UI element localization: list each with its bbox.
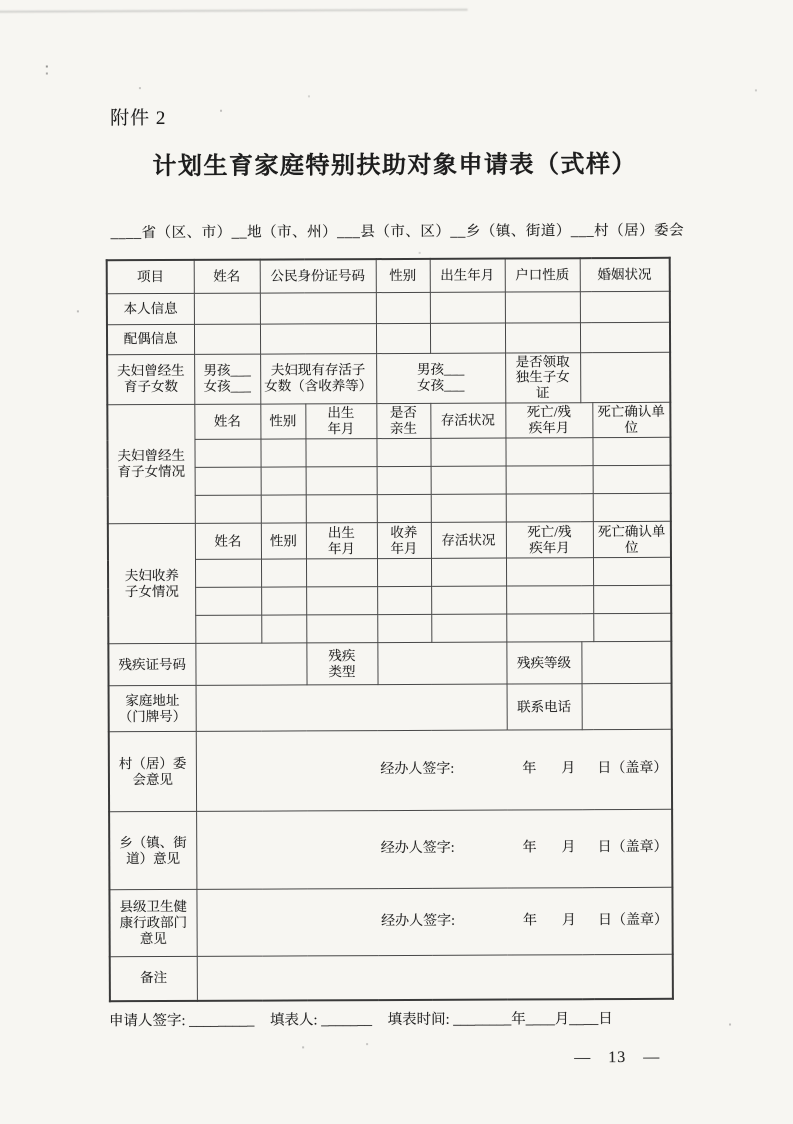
empty-cell bbox=[195, 559, 261, 587]
children-count-row bbox=[107, 352, 670, 405]
empty-cell bbox=[506, 466, 593, 494]
col-header-birth-date: 出生年月 bbox=[430, 259, 505, 292]
empty-cell bbox=[195, 587, 261, 615]
sub-col-name: 姓名 bbox=[194, 404, 260, 439]
village-committee-opinion-row bbox=[109, 729, 672, 811]
attachment-label: 附件 2 bbox=[110, 108, 167, 130]
sign-year: 年 bbox=[522, 913, 537, 929]
sub-col-birth-date: 出生 年月 bbox=[305, 404, 376, 439]
empty-cell bbox=[261, 615, 306, 643]
col-header-gender: 性别 bbox=[376, 259, 430, 292]
col-header-name: 姓名 bbox=[194, 260, 260, 293]
empty-cell bbox=[306, 495, 377, 523]
empty-cell bbox=[580, 322, 670, 352]
self-info-row bbox=[107, 291, 670, 324]
table-header-row bbox=[107, 258, 670, 293]
sub-col-death-disability-date: 死亡/残 疾年月 bbox=[505, 403, 592, 438]
empty-cell bbox=[580, 352, 670, 403]
row-label-remarks: 备注 bbox=[110, 956, 197, 1000]
ever-born-boys-girls: 男孩___ 女孩___ bbox=[194, 354, 260, 405]
empty-cell bbox=[592, 437, 670, 465]
sign-year: 年 bbox=[522, 761, 537, 777]
sign-day: 日（盖章） bbox=[597, 912, 668, 928]
sign-day: 日（盖章） bbox=[597, 761, 668, 777]
row-label-self-info: 本人信息 bbox=[107, 293, 194, 324]
sub-col-survival-status: 存活状况 bbox=[430, 403, 505, 438]
empty-cell bbox=[506, 494, 593, 522]
row-label-children-count: 夫妇曾经生 育子女数 bbox=[107, 354, 194, 405]
sub-col-biological: 是否 亲生 bbox=[376, 404, 430, 439]
empty-cell bbox=[593, 613, 671, 641]
sign-label: 经办人签字: bbox=[380, 841, 455, 857]
empty-cell bbox=[376, 438, 430, 466]
disability-row bbox=[108, 641, 671, 685]
empty-cell bbox=[194, 293, 260, 324]
county-health-opinion-area bbox=[196, 887, 672, 956]
empty-cell bbox=[196, 684, 507, 731]
empty-cell bbox=[581, 641, 671, 683]
form-title: 计划生育家庭特别扶助对象申请表（式样） bbox=[152, 151, 638, 181]
empty-cell bbox=[261, 467, 306, 495]
empty-cell bbox=[506, 558, 593, 586]
signature-line bbox=[199, 913, 670, 932]
signature-line bbox=[199, 840, 670, 859]
row-label-county-health-opinion: 县级卫生健 康行政部门 意见 bbox=[109, 889, 196, 956]
spouse-info-row bbox=[107, 322, 670, 354]
village-committee-opinion-area bbox=[196, 729, 672, 811]
section-label-adopted-children: 夫妇收养 子女情况 bbox=[108, 523, 196, 643]
sub-col-death-disability-date: 死亡/残 疾年月 bbox=[506, 522, 593, 558]
cell-label-disability-level: 残疾等级 bbox=[506, 642, 581, 684]
born-children-header-row bbox=[107, 403, 670, 440]
empty-cell bbox=[195, 643, 306, 685]
empty-cell bbox=[377, 614, 431, 642]
sign-year: 年 bbox=[522, 840, 537, 856]
empty-cell bbox=[377, 642, 506, 685]
sign-day: 日（盖章） bbox=[597, 840, 668, 856]
sign-month: 月 bbox=[561, 761, 576, 777]
page-number: — 13 — bbox=[574, 1048, 661, 1067]
empty-cell bbox=[430, 323, 505, 353]
row-label-spouse-info: 配偶信息 bbox=[107, 324, 194, 354]
empty-cell bbox=[195, 615, 261, 643]
empty-cell bbox=[431, 466, 506, 494]
col-header-item: 项目 bbox=[107, 260, 194, 293]
col-header-id-number: 公民身份证号码 bbox=[260, 259, 376, 293]
empty-cell bbox=[197, 954, 673, 1000]
sign-label: 经办人签字: bbox=[380, 762, 455, 778]
row-label-township-opinion: 乡（镇、街 道）意见 bbox=[109, 811, 196, 889]
empty-cell bbox=[593, 585, 671, 613]
empty-cell bbox=[506, 586, 593, 614]
empty-cell bbox=[377, 466, 431, 494]
cell-label-disability-type: 残疾 类型 bbox=[306, 643, 377, 685]
sub-col-death-confirm-unit: 死亡确认单 位 bbox=[593, 521, 671, 557]
surviving-children-label: 夫妇现有存活子 女数（含收养等） bbox=[260, 353, 376, 404]
row-label-disability-cert: 残疾证号码 bbox=[108, 643, 195, 685]
empty-cell bbox=[195, 495, 261, 523]
only-child-cert-label: 是否领取 独生子女 证 bbox=[505, 352, 580, 403]
empty-cell bbox=[580, 291, 670, 322]
sub-col-death-confirm-unit: 死亡确认单 位 bbox=[592, 403, 670, 438]
empty-cell bbox=[505, 322, 580, 352]
empty-cell bbox=[306, 615, 377, 643]
scan-edge-artifact bbox=[0, 9, 468, 13]
sub-col-birth-date: 出生 年月 bbox=[306, 523, 377, 559]
empty-cell bbox=[593, 493, 671, 521]
cell-label-contact-phone: 联系电话 bbox=[507, 684, 582, 730]
sub-col-gender: 性别 bbox=[261, 523, 306, 559]
empty-cell bbox=[431, 614, 506, 642]
empty-cell bbox=[260, 323, 376, 354]
col-header-household-type: 户口性质 bbox=[505, 258, 580, 291]
address-row bbox=[109, 683, 672, 731]
empty-cell bbox=[260, 292, 376, 324]
sub-col-survival-status: 存活状况 bbox=[431, 522, 506, 558]
col-header-marital-status: 婚姻状况 bbox=[580, 258, 670, 291]
empty-cell bbox=[377, 558, 431, 586]
empty-cell bbox=[260, 439, 305, 467]
empty-cell bbox=[505, 438, 592, 466]
empty-cell bbox=[431, 586, 506, 614]
signature-line bbox=[198, 761, 669, 780]
remarks-row bbox=[110, 954, 673, 1000]
row-label-home-address: 家庭地址 （门牌号） bbox=[109, 685, 196, 731]
empty-cell bbox=[430, 438, 505, 466]
empty-cell bbox=[261, 495, 306, 523]
township-opinion-row bbox=[109, 809, 672, 889]
empty-cell bbox=[195, 467, 261, 495]
applicant-signature-label: 申请人签字: _________ bbox=[108, 1012, 255, 1030]
empty-cell bbox=[430, 292, 505, 323]
county-health-opinion-row bbox=[109, 887, 672, 956]
sub-col-name: 姓名 bbox=[195, 523, 261, 559]
footer-signature-line bbox=[109, 1007, 625, 1030]
township-opinion-area bbox=[196, 809, 672, 889]
empty-cell bbox=[376, 323, 430, 353]
sign-label: 经办人签字: bbox=[381, 913, 455, 929]
empty-cell bbox=[431, 494, 506, 522]
empty-cell bbox=[377, 586, 431, 614]
empty-cell bbox=[261, 587, 306, 615]
row-label-village-committee-opinion: 村（居）委 会意见 bbox=[109, 731, 196, 811]
empty-cell bbox=[506, 614, 593, 642]
application-form-table bbox=[106, 257, 674, 1002]
empty-cell bbox=[306, 467, 377, 495]
empty-cell bbox=[306, 587, 377, 615]
sign-month: 月 bbox=[561, 913, 576, 929]
empty-cell bbox=[194, 324, 260, 354]
section-label-born-children: 夫妇曾经生 育子女情况 bbox=[107, 405, 195, 524]
sub-col-adoption-date: 收养 年月 bbox=[377, 522, 431, 558]
empty-cell bbox=[431, 558, 506, 586]
region-line: ____省（区、市）__地（市、州）___县（市、区）__乡（镇、街道）___村（居）委会 bbox=[110, 222, 685, 242]
empty-cell bbox=[376, 292, 430, 323]
fill-time-label: 填表时间: ________年____月____日 bbox=[387, 1011, 613, 1029]
surviving-boys-girls: 男孩___ 女孩___ bbox=[376, 353, 505, 404]
empty-cell bbox=[306, 559, 377, 587]
empty-cell bbox=[261, 559, 306, 587]
sign-month: 月 bbox=[561, 840, 576, 856]
form-filler-label: 填表人: _______ bbox=[270, 1012, 372, 1029]
empty-cell bbox=[305, 439, 376, 467]
empty-cell bbox=[582, 683, 672, 729]
empty-cell bbox=[194, 439, 260, 467]
sub-col-gender: 性别 bbox=[260, 404, 305, 439]
empty-cell bbox=[593, 465, 671, 493]
empty-cell bbox=[377, 494, 431, 522]
empty-cell bbox=[593, 557, 671, 585]
empty-cell bbox=[505, 291, 580, 322]
adopted-children-header-row bbox=[108, 521, 671, 559]
